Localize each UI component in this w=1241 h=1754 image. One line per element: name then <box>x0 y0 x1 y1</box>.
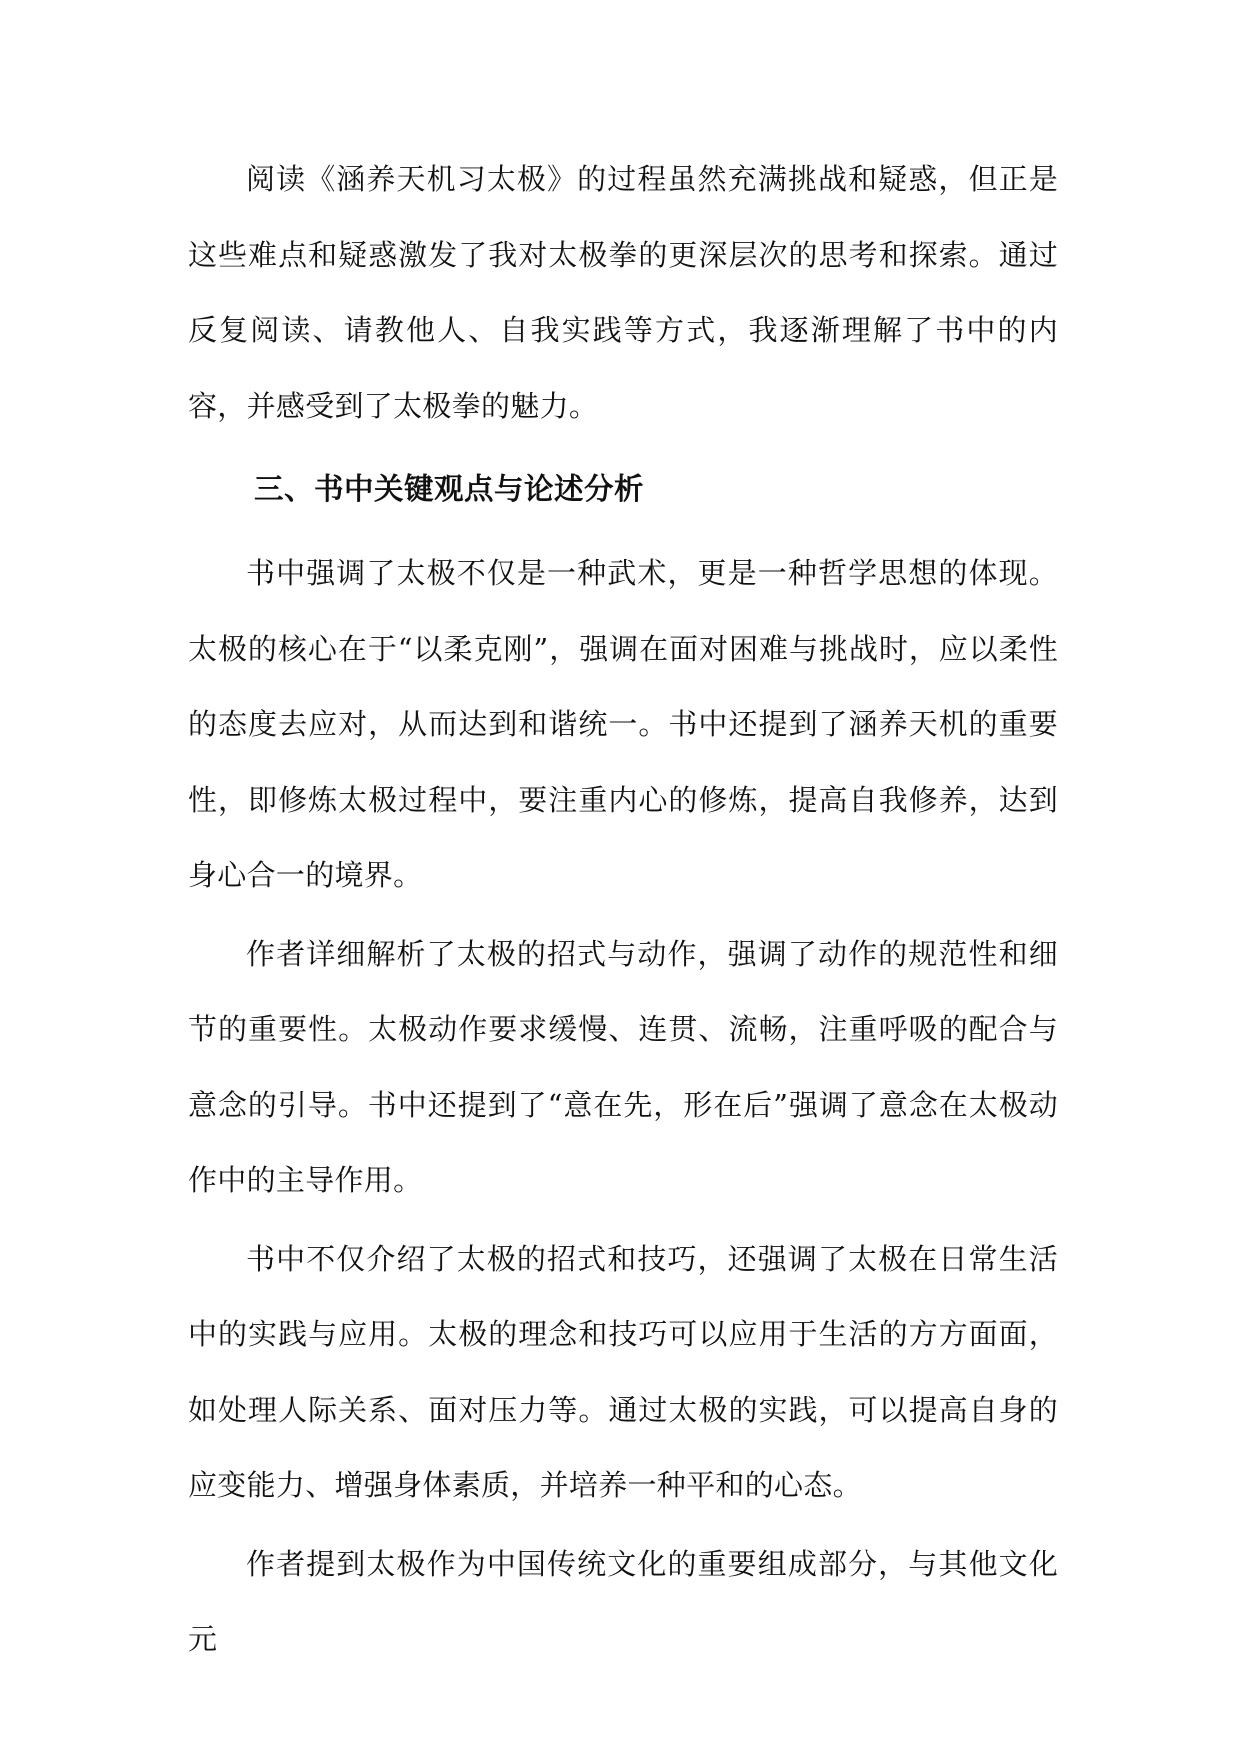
section-heading: 三、书中关键观点与论述分析 <box>254 472 645 506</box>
paragraph-movements: 作者详细解析了太极的招式与动作，强调了动作的规范性和细节的重要性。太极动作要求缓慢、连贯、流畅，注重呼吸的配合与意念的引导。书中还提到了“意在先，形在后”强调了意念在太极动作中的主导作用。 <box>188 936 1058 1197</box>
paragraph-philosophy: 书中强调了太极不仅是一种武术，更是一种哲学思想的体现。太极的核心在于“以柔克刚”，强调在面对困难与挑战时，应以柔性的态度去应对，从而达到和谐统一。书中还提到了涵养天机的重要性，即修炼太极过程中，要注重内心的修炼，提高自我修养，达到身心合一的境界。 <box>188 556 1058 892</box>
paragraph-daily-practice: 书中不仅介绍了太极的招式和技巧，还强调了太极在日常生活中的实践与应用。太极的理念和技巧可以应用于生活的方方面面，如处理人际关系、面对压力等。通过太极的实践，可以提高自身的应变能力、增强身体素质，并培养一种平和的心态。 <box>188 1241 1058 1502</box>
paragraph-reading-challenges: 阅读《涵养天机习太极》的过程虽然充满挑战和疑惑，但正是这些难点和疑惑激发了我对太极拳的更深层次的思考和探索。通过反复阅读、请教他人、自我实践等方式，我逐渐理解了书中的内容，并感受到了太极拳的魅力。 <box>188 162 1058 423</box>
document-body <box>188 142 1058 1681</box>
paragraph-traditional-culture: 作者提到太极作为中国传统文化的重要组成部分，与其他文化元 <box>188 1546 1058 1656</box>
